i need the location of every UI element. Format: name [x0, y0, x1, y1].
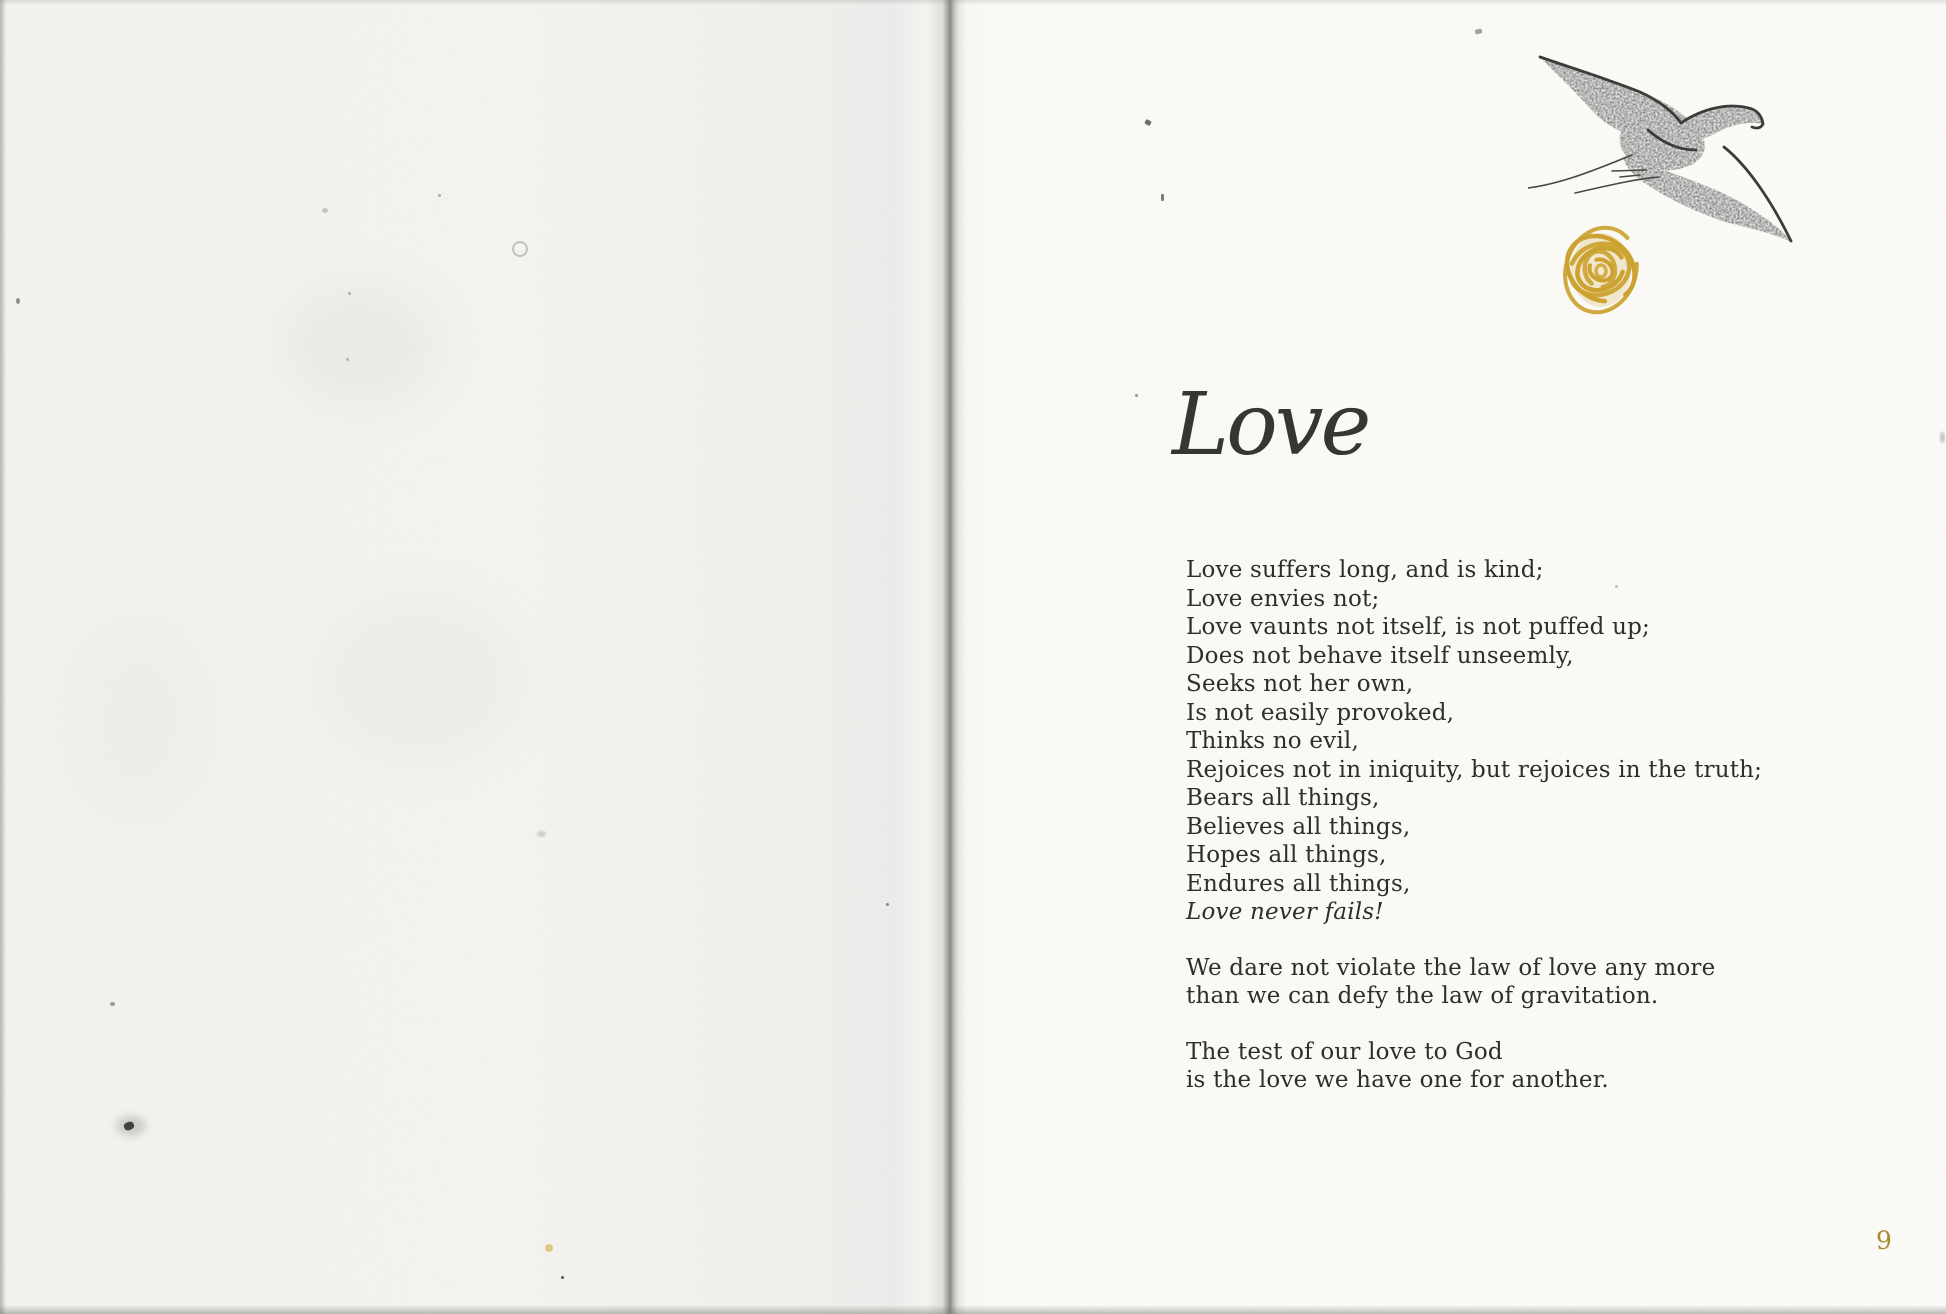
paper-speck: [886, 903, 889, 906]
poem-line: Does not behave itself unseemly,: [1186, 642, 1574, 669]
paper-speck: [16, 298, 20, 304]
paper-speck: [110, 1002, 115, 1006]
bird-texture: [1540, 57, 1791, 242]
poem-text: [1186, 556, 1762, 1095]
page-bottom-edge-shadow: [0, 1305, 1946, 1314]
poem-line: Rejoices not in iniquity, but rejoices in the truth;: [1186, 756, 1763, 783]
page-number: 9: [1876, 1226, 1892, 1255]
poem-line-italic: Love never fails!: [1186, 899, 1384, 925]
left-page: [0, 0, 950, 1314]
poem-line: Thinks no evil,: [1186, 728, 1359, 754]
paper-speck: [346, 358, 349, 361]
poem-line: Believes all things,: [1186, 813, 1411, 840]
paper-speck: [1135, 394, 1138, 397]
sun-scribble-illustration: [1561, 221, 1641, 321]
poem-line: Bears all things,: [1186, 785, 1380, 811]
poem-line: than we can defy the law of gravitation.: [1186, 983, 1659, 1009]
poem-line: Love envies not;: [1186, 585, 1380, 612]
paper-speck: [322, 208, 328, 213]
poem-line: Love suffers long, and is kind;: [1186, 557, 1544, 583]
poem-stanza-3: [1186, 1038, 1762, 1095]
poem-line: is the love we have one for another.: [1186, 1067, 1609, 1093]
poem-line: We dare not violate the law of love any more: [1186, 954, 1716, 981]
chapter-title: Love: [1172, 375, 1369, 475]
paper-speck: [537, 831, 546, 837]
paper-speck: [545, 1244, 553, 1252]
right-page: [950, 0, 1946, 1314]
poem-line: Love vaunts not itself, is not puffed up;: [1186, 614, 1650, 640]
paper-ring-mark: [512, 241, 528, 257]
poem-line: Seeks not her own,: [1186, 671, 1414, 697]
poem-stanza-1: [1186, 556, 1762, 927]
poem-line: Hopes all things,: [1186, 842, 1387, 868]
paper-speck: [348, 292, 351, 295]
paper-speck: [1161, 194, 1164, 201]
poem-stanza-2: [1186, 954, 1762, 1011]
poem-line: The test of our love to God: [1186, 1038, 1503, 1065]
poem-line: Is not easily provoked,: [1186, 699, 1455, 726]
poem-line: Endures all things,: [1186, 870, 1411, 897]
paper-speck: [1940, 432, 1945, 443]
page-left-edge-shadow: [0, 0, 6, 1314]
page-top-edge-shadow: [0, 0, 1946, 5]
paper-speck: [1615, 585, 1618, 588]
paper-speck: [438, 194, 441, 197]
paper-speck: [561, 1276, 564, 1279]
